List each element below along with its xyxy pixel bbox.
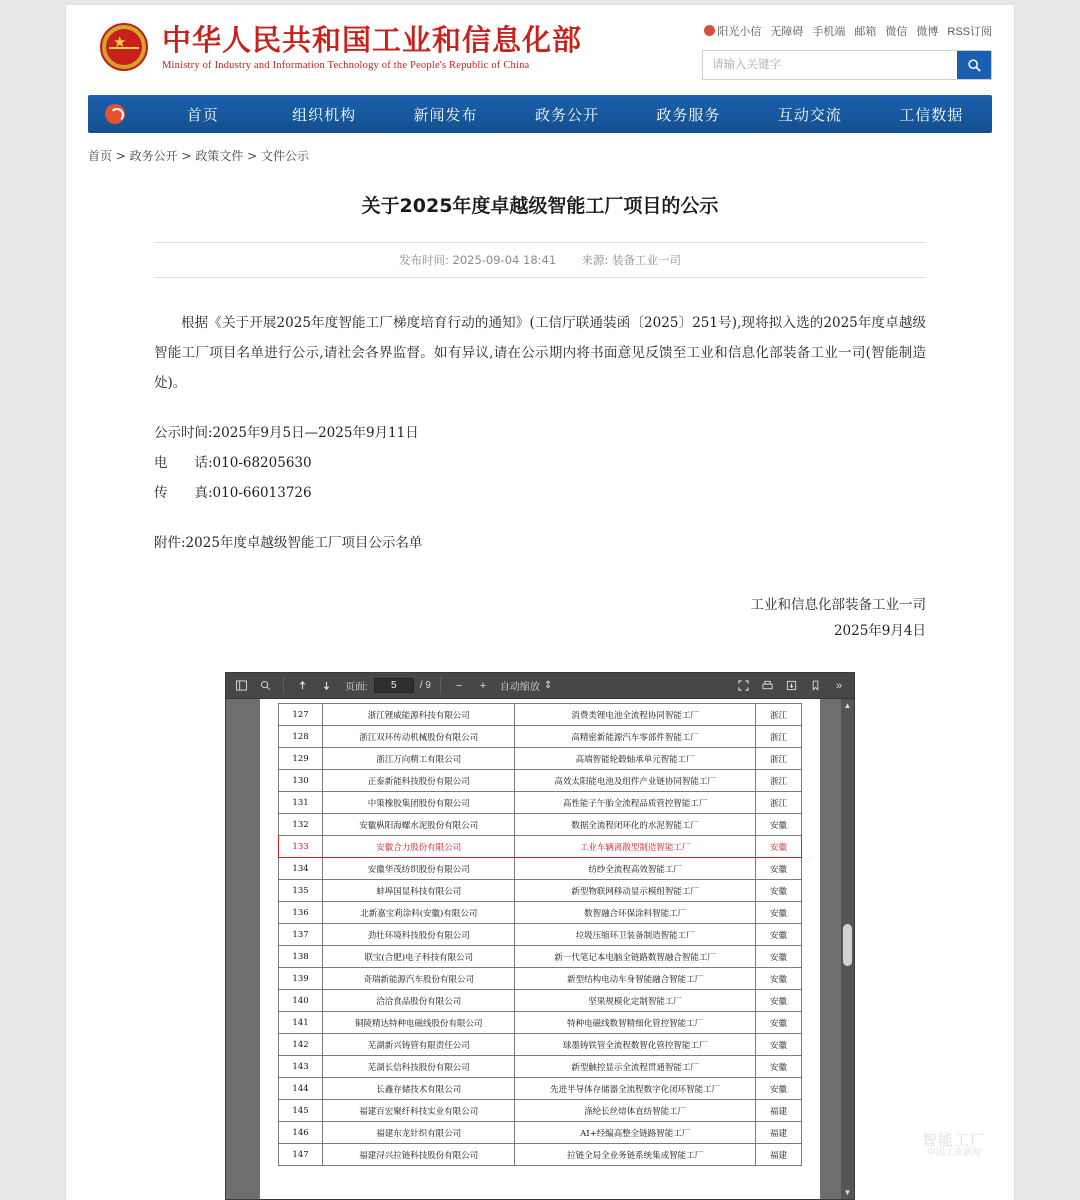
quick-links — [702, 23, 992, 39]
table-row — [279, 880, 802, 902]
cell-num: 143 — [279, 1056, 323, 1078]
arrow-up-icon[interactable] — [293, 677, 311, 695]
cell-province: 浙江 — [755, 792, 801, 814]
pdf-table-body — [279, 704, 802, 1166]
table-row — [279, 770, 802, 792]
cell-company: 安徽枞阳海螺水泥股份有限公司 — [323, 814, 515, 836]
cell-company: 铜陵精达特种电磁线股份有限公司 — [323, 1012, 515, 1034]
article-attachment[interactable]: 附件:2025年度卓越级智能工厂项目公示名单 — [154, 535, 423, 551]
pdf-viewer — [225, 672, 855, 1200]
quicklink-mobile[interactable]: 手机端 — [812, 26, 846, 38]
sun-icon — [704, 25, 715, 36]
cell-province: 安徽 — [755, 968, 801, 990]
signature-org: 工业和信息化部装备工业一司 — [750, 597, 926, 613]
pdf-scroll-thumb[interactable] — [843, 924, 852, 966]
table-row — [279, 704, 802, 726]
search-button[interactable] — [957, 51, 991, 79]
table-row — [279, 1078, 802, 1100]
cell-province: 浙江 — [755, 748, 801, 770]
pdf-table — [278, 703, 802, 1166]
printer-icon[interactable] — [758, 677, 776, 695]
cell-province: 浙江 — [755, 726, 801, 748]
double-chevron-right-icon[interactable]: » — [835, 679, 843, 692]
article-info-lines — [154, 418, 926, 508]
header-right — [702, 23, 992, 80]
quicklink-mail[interactable]: 邮箱 — [854, 26, 877, 38]
cell-factory: 新型触控显示全流程贯通智能工厂 — [515, 1056, 755, 1078]
cell-num: 136 — [279, 902, 323, 924]
cell-province: 安徽 — [755, 990, 801, 1012]
nav-item-government-disclosure[interactable]: 政务公开 — [534, 105, 599, 124]
site-title-block — [162, 19, 582, 71]
cell-factory: 高端智能轮毂轴承单元智能工厂 — [515, 748, 755, 770]
table-row — [279, 858, 802, 880]
cell-num: 135 — [279, 880, 323, 902]
page-title: 关于2025年度卓越级智能工厂项目的公示 — [361, 195, 719, 217]
publish-time-label: 发布时间: — [398, 253, 449, 267]
pdf-zoom-select[interactable] — [500, 678, 552, 693]
cell-factory: 高效太阳能电池及组件产业链协同智能工厂 — [515, 770, 755, 792]
article-paragraph: 根据《关于开展2025年度智能工厂梯度培育行动的通知》(工信厅联通装函〔2025〕251号),现将拟入选的2025年度卓越级智能工厂项目名单进行公示,请社会各界监督。如有异议,请在公示期内将书面意见反馈至工业和信息化部装备工业一司(智能制造处)。 — [154, 315, 926, 391]
table-row — [279, 990, 802, 1012]
table-row — [279, 1034, 802, 1056]
pdf-scrollbar[interactable] — [841, 699, 854, 1199]
cell-num: 130 — [279, 770, 323, 792]
cell-company: 浙江双环传动机械股份有限公司 — [323, 726, 515, 748]
search-input[interactable] — [703, 51, 957, 79]
cell-company: 芜湖新兴铸管有限责任公司 — [323, 1034, 515, 1056]
cell-factory: 数据全流程闭环化的水泥智能工厂 — [515, 814, 755, 836]
source-value: 装备工业一司 — [612, 253, 681, 267]
cell-company: 浙江万向精工有限公司 — [323, 748, 515, 770]
info-line-fax: 传 真:010-66013726 — [154, 485, 312, 501]
cell-province: 安徽 — [755, 1034, 801, 1056]
sidebar-toggle-icon[interactable] — [232, 677, 250, 695]
cell-company: 长鑫存储技术有限公司 — [323, 1078, 515, 1100]
cell-province: 安徽 — [755, 858, 801, 880]
search-icon[interactable] — [256, 677, 274, 695]
table-row — [279, 968, 802, 990]
table-row — [279, 792, 802, 814]
pdf-page-label: 页面: — [345, 682, 368, 693]
cell-factory: 垃圾压缩环卫装备制造智能工厂 — [515, 924, 755, 946]
table-row — [279, 1122, 802, 1144]
miit-swirl-icon — [88, 104, 142, 124]
search-bar — [702, 50, 992, 80]
table-row — [279, 924, 802, 946]
site-header — [66, 5, 1014, 91]
cell-factory: 特种电磁线数智精细化管控智能工厂 — [515, 1012, 755, 1034]
table-row — [279, 1012, 802, 1034]
cell-company: 正泰新能科技股份有限公司 — [323, 770, 515, 792]
pdf-page-total: / 9 — [419, 680, 431, 691]
cell-factory: 新型结构电动车身智能融合智能工厂 — [515, 968, 755, 990]
article-body — [154, 308, 926, 558]
cell-company: 安徽合力股份有限公司 — [323, 836, 515, 858]
watermark-line2: 中国工业新闻 — [926, 1148, 981, 1158]
table-row — [279, 1100, 802, 1122]
source-label: 来源: — [581, 253, 609, 267]
cell-num: 128 — [279, 726, 323, 748]
cell-num: 144 — [279, 1078, 323, 1100]
cell-num: 147 — [279, 1144, 323, 1166]
cell-company: 洽洽食品股份有限公司 — [323, 990, 515, 1012]
cell-province: 安徽 — [755, 946, 801, 968]
national-emblem-icon: ★ — [100, 23, 148, 71]
cell-province: 福建 — [755, 1122, 801, 1144]
cell-factory: 先进半导体存储器全流程数字化闭环智能工厂 — [515, 1078, 755, 1100]
cell-num: 146 — [279, 1122, 323, 1144]
cell-factory: 拉链全局全业务链系统集成智能工厂 — [515, 1144, 755, 1166]
cell-company: 奇瑞新能源汽车股份有限公司 — [323, 968, 515, 990]
cell-num: 138 — [279, 946, 323, 968]
article-signature — [154, 592, 926, 644]
article-meta — [154, 242, 926, 278]
chevron-updown-icon: ⇕ — [543, 680, 553, 691]
pdf-body — [226, 699, 854, 1199]
nav-item-organization[interactable]: 组织机构 — [292, 105, 357, 124]
site-subtitle: Ministry of Industry and Information Technology of the People's Republic of China — [162, 60, 530, 71]
plus-icon[interactable]: + — [479, 679, 487, 692]
cell-province: 安徽 — [755, 1056, 801, 1078]
cell-company: 联宝(合肥)电子科技有限公司 — [323, 946, 515, 968]
bookmark-icon[interactable] — [806, 677, 824, 695]
cell-factory: 纺纱全流程高效智能工厂 — [515, 858, 755, 880]
cell-num: 132 — [279, 814, 323, 836]
cell-province: 浙江 — [755, 704, 801, 726]
breadcrumb-text: 首页 > 政务公开 > 政策文件 > 文件公示 — [88, 149, 310, 163]
pdf-zoom-value: 自动缩放 — [499, 682, 540, 693]
cell-factory: 高精密新能源汽车零部件智能工厂 — [515, 726, 755, 748]
cell-province: 安徽 — [755, 902, 801, 924]
quicklink-weibo[interactable]: 微博 — [916, 26, 939, 38]
quicklink-rss[interactable]: RSS订阅 — [947, 26, 992, 38]
cell-company: 浙江锂威能源科技有限公司 — [323, 704, 515, 726]
table-row — [279, 1056, 802, 1078]
watermark-line1: 智能工厂 — [921, 1131, 986, 1149]
cell-province: 安徽 — [755, 880, 801, 902]
table-row — [279, 1144, 802, 1166]
info-line-period: 公示时间:2025年9月5日—2025年9月11日 — [154, 425, 419, 441]
cell-company: 芜湖长信科技股份有限公司 — [323, 1056, 515, 1078]
info-line-phone: 电 话:010-68205630 — [154, 455, 312, 471]
cell-province: 福建 — [755, 1144, 801, 1166]
cell-num: 127 — [279, 704, 323, 726]
cell-num: 142 — [279, 1034, 323, 1056]
article — [154, 164, 926, 644]
cell-company: 劲壮环境科技股份有限公司 — [323, 924, 515, 946]
cell-num: 141 — [279, 1012, 323, 1034]
cell-province: 安徽 — [755, 836, 801, 858]
cell-province: 安徽 — [755, 1012, 801, 1034]
publish-time-value: 2025-09-04 18:41 — [452, 253, 557, 267]
cell-province: 安徽 — [755, 1078, 801, 1100]
table-row-highlighted — [279, 836, 802, 858]
nav-item-interaction[interactable]: 互动交流 — [777, 105, 842, 124]
cell-num: 134 — [279, 858, 323, 880]
main-nav — [88, 95, 992, 133]
watermark — [916, 1131, 992, 1178]
presentation-mode-icon[interactable] — [734, 677, 752, 695]
arrow-down-icon[interactable] — [317, 677, 335, 695]
table-row — [279, 748, 802, 770]
cell-factory: 高性能子午胎全流程品质管控智能工厂 — [515, 792, 755, 814]
cell-factory: 球墨铸铁管全流程数智化管控智能工厂 — [515, 1034, 755, 1056]
cell-factory: 数智融合环保涂料智能工厂 — [515, 902, 755, 924]
cell-factory: 涤纶长丝熔体直纺智能工厂 — [515, 1100, 755, 1122]
cell-factory: 工业车辆离散型制造智能工厂 — [515, 836, 755, 858]
quicklink-sunshine[interactable]: 阳光小信 — [704, 23, 761, 39]
nav-item-home[interactable]: 首页 — [186, 105, 219, 124]
cell-num: 139 — [279, 968, 323, 990]
cell-num: 129 — [279, 748, 323, 770]
cell-num: 140 — [279, 990, 323, 1012]
table-row — [279, 946, 802, 968]
cell-company: 福建百宏聚纤科技实业有限公司 — [323, 1100, 515, 1122]
quicklink-wechat[interactable]: 微信 — [885, 26, 908, 38]
cell-num: 131 — [279, 792, 323, 814]
cell-company: 福建浔兴拉链科技股份有限公司 — [323, 1144, 515, 1166]
pdf-page — [260, 699, 820, 1199]
nav-item-industry-data[interactable]: 工信数据 — [899, 105, 964, 124]
site-paper — [66, 5, 1014, 1200]
cell-company: 蚌埠国显科技有限公司 — [323, 880, 515, 902]
pdf-page-input[interactable] — [374, 678, 414, 693]
search-icon — [967, 58, 982, 73]
cell-company: 北新嘉宝莉涂料(安徽)有限公司 — [323, 902, 515, 924]
breadcrumb[interactable] — [88, 147, 992, 164]
cell-province: 安徽 — [755, 924, 801, 946]
cell-company: 福建东龙针织有限公司 — [323, 1122, 515, 1144]
site-title: 中华人民共和国工业和信息化部 — [162, 23, 583, 57]
table-row — [279, 726, 802, 748]
nav-item-news[interactable]: 新闻发布 — [413, 105, 478, 124]
cell-factory: AI+经编高整全链路智能工厂 — [515, 1122, 755, 1144]
signature-date: 2025年9月4日 — [833, 623, 926, 639]
cell-num: 133 — [279, 836, 323, 858]
cell-company: 中策橡胶集团股份有限公司 — [323, 792, 515, 814]
caret-down-icon[interactable]: ▼ — [843, 1188, 852, 1197]
caret-up-icon[interactable]: ▲ — [843, 701, 852, 710]
cell-factory: 新型物联网移动显示模组智能工厂 — [515, 880, 755, 902]
minus-icon[interactable]: − — [455, 679, 463, 692]
cell-factory: 坚果规模化定制智能工厂 — [515, 990, 755, 1012]
cell-province: 浙江 — [755, 770, 801, 792]
nav-items — [142, 104, 992, 125]
nav-item-government-services[interactable]: 政务服务 — [656, 105, 721, 124]
cell-num: 145 — [279, 1100, 323, 1122]
cell-factory: 消费类锂电池全流程协同智能工厂 — [515, 704, 755, 726]
cell-factory: 新一代笔记本电脑全链路数智融合智能工厂 — [515, 946, 755, 968]
cell-province: 安徽 — [755, 814, 801, 836]
table-row — [279, 902, 802, 924]
cell-num: 137 — [279, 924, 323, 946]
table-row — [279, 814, 802, 836]
quicklink-accessibility[interactable]: 无障碍 — [770, 26, 804, 38]
cell-province: 福建 — [755, 1100, 801, 1122]
cell-company: 安徽华茂纺织股份有限公司 — [323, 858, 515, 880]
pdf-toolbar — [226, 673, 854, 699]
download-icon[interactable] — [782, 677, 800, 695]
